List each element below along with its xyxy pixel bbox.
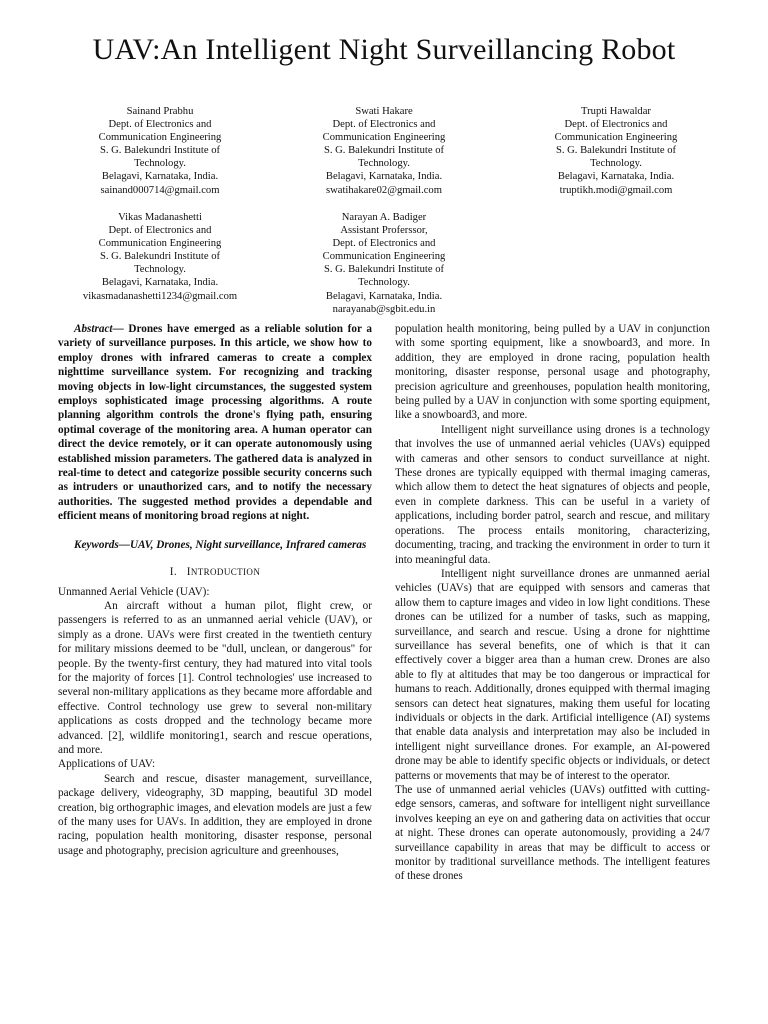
body-paragraph: Search and rescue, disaster management, surveillance, package delivery, videography, 3D mapping, beautiful 3D model creation, big orthographic images, and elevation models are just a few of the many uses for UAVs. In addition, they are employed in drone racing, population health monitoring, disaster response, personal usage and photography, precision agriculture and greenhouses, bbox=[58, 772, 372, 857]
author-block bbox=[45, 211, 275, 303]
section-heading bbox=[58, 565, 372, 579]
author-institute: Technology. bbox=[134, 264, 186, 276]
author-dept: Dept. of Electronics and bbox=[564, 119, 668, 131]
body-paragraph: The use of unmanned aerial vehicles (UAVs) outfitted with cutting-edge sensors, cameras, and software for intelligent night surveillance involves keeping an eye on and gathering data on activities that occur at night. These drones can operate autonomously, providing a 24/7 surveillance capability in areas that may be difficult to access or monitor by traditional surveillance methods. The intelligent features of these drones bbox=[395, 784, 710, 883]
author-block bbox=[269, 105, 499, 197]
right-column bbox=[395, 322, 710, 884]
author-dept: Dept. of Electronics and bbox=[332, 119, 436, 131]
author-institute: Technology. bbox=[590, 158, 642, 170]
paper-title: UAV:An Intelligent Night Surveillancing Robot bbox=[92, 33, 676, 66]
author-dept: Communication Engineering bbox=[322, 132, 446, 144]
author-location: Belagavi, Karnataka, India. bbox=[101, 277, 219, 289]
abstract-dash: — bbox=[112, 323, 124, 335]
section-number: I. bbox=[169, 566, 178, 579]
author-block bbox=[501, 105, 731, 197]
author-block bbox=[269, 211, 499, 316]
author-email: vikasmadanashetti1234@gmail.com bbox=[82, 290, 238, 302]
author-block bbox=[45, 105, 275, 197]
author-title: Assistant Proferssor, bbox=[340, 225, 428, 237]
abstract-label: Abstract bbox=[74, 323, 113, 335]
author-location: Belagavi, Karnataka, India. bbox=[325, 290, 443, 302]
author-institute: Technology. bbox=[358, 277, 410, 289]
subheading: Applications of UAV: bbox=[58, 758, 156, 771]
author-location: Belagavi, Karnataka, India. bbox=[325, 171, 443, 183]
author-location: Belagavi, Karnataka, India. bbox=[101, 171, 219, 183]
body-paragraph: population health monitoring, being pulled by a UAV in conjunction with some sporting equipment, like a snowboard3, and more. In addition, they are employed in drone racing, population health monitoring, disaster response, personal usage and photography, precision agriculture and greenhouses, population health monitoring, being pulled by a UAV in conjunction with some sporting equipment, like a snowboard3, and more. bbox=[395, 323, 710, 422]
author-name: Narayan A. Badiger bbox=[341, 212, 427, 223]
section-initial: I bbox=[186, 566, 191, 579]
author-institute: S. G. Balekundri Institute of bbox=[555, 145, 677, 157]
author-dept: Communication Engineering bbox=[554, 132, 678, 144]
author-institute: S. G. Balekundri Institute of bbox=[323, 145, 445, 157]
author-dept: Dept. of Electronics and bbox=[108, 225, 212, 237]
author-name: Vikas Madanashetti bbox=[118, 212, 202, 223]
author-institute: Technology. bbox=[134, 158, 186, 170]
author-email: swatihakare02@gmail.com bbox=[326, 184, 442, 196]
author-email: sainand000714@gmail.com bbox=[100, 184, 220, 196]
body-paragraph: Intelligent night surveillance using drones is a technology that involves the use of unmanned aerial vehicles (UAVs) equipped with cameras and other sensors to conduct surveillance at night. These drones are typically equipped with thermal imaging cameras, which allow them to detect the heat signatures of objects and people, even in complete darkness. This can be useful in a variety of applications, including border patrol, search and rescue, and military operations. The process entails monitoring, characterizing, documenting, tracing, and tracking the environment in order to turn it into meaningful data. bbox=[395, 423, 710, 566]
abstract-text: Drones have emerged as a reliable solution for a variety of surveillance purposes. In this article, we show how to employ drones with infrared cameras to create a complex nighttime surveillance system. For recognizing and tracking moving objects in low-light circumstances, the suggested system employs sophisticated image processing algorithms. A route planning algorithm controls the drone's flying path, ensuring optimal coverage of the monitoring area. A human operator can direct the device remotely, or it can operate autonomously using established mission parameters. The gathered data is analyzed in real-time to detect and categorize possible security concerns such as intruders or unauthorized cars, and to notify the necessary authorities. The suggested method provides a dependable and efficient means of monitoring broad regions at night. bbox=[58, 323, 372, 523]
author-email: truptikh.modi@gmail.com bbox=[559, 184, 673, 196]
section-title-rest: NTRODUCTION bbox=[190, 567, 261, 578]
author-name: Swati Hakare bbox=[355, 106, 413, 117]
author-institute: S. G. Balekundri Institute of bbox=[99, 145, 221, 157]
abstract bbox=[58, 322, 372, 524]
author-dept: Dept. of Electronics and bbox=[332, 238, 436, 250]
author-dept: Communication Engineering bbox=[98, 238, 222, 250]
author-dept: Communication Engineering bbox=[98, 132, 222, 144]
author-email: narayanab@sgbit.edu.in bbox=[332, 303, 436, 315]
author-dept: Communication Engineering bbox=[322, 251, 446, 263]
author-institute: Technology. bbox=[358, 158, 410, 170]
body-paragraph: Intelligent night surveillance drones are unmanned aerial vehicles (UAVs) that are equipped with sensors and cameras that allow them to capture images and video in low light conditions. These drones can be utilized for a number of tasks, such as mapping, surveillance, and search and rescue. Using a drone for nighttime surveillance has several benefits, one of which is that it can effectively cover a bigger area than a human crew. Drones are also able to fly at altitudes that may be too dangerous or impractical for humans to reach. Additionally, drones equipped with thermal imaging sensors can detect heat signatures, making them useful for locating individuals or objects in the dark. Artificial intelligence (AI) systems that enable data analysis and interpretation may also be included in intelligent night surveillance drones. For example, an AI-powered drone may be able to identify specific objects or individuals, or detect patterns or movements that may be of interest to the operator. bbox=[395, 567, 710, 782]
author-institute: S. G. Balekundri Institute of bbox=[323, 264, 445, 276]
left-column bbox=[58, 322, 372, 858]
author-location: Belagavi, Karnataka, India. bbox=[557, 171, 675, 183]
author-institute: S. G. Balekundri Institute of bbox=[99, 251, 221, 263]
body-paragraph: An aircraft without a human pilot, flight crew, or passengers is referred to as an unmanned aerial vehicle (UAV), or simply as a drone. UAVs were first created in the twentieth century for military missions deemed to be "dull, unclean, or dangerous" for people. By the twenty-first century, they had matured into vital tools for the majority of forces [1]. Control technologies' use increased to several non-military applications as they became more affordable and effective. Control technology use grew to several non-military applications as costs dropped and the technology became more advanced. [2], wildlife monitoring1, search and rescue operations, and more. bbox=[58, 599, 372, 756]
keywords: Keywords—UAV, Drones, Night surveillance, Infrared cameras bbox=[74, 538, 367, 551]
subheading: Unmanned Aerial Vehicle (UAV): bbox=[58, 585, 210, 598]
author-name: Trupti Hawaldar bbox=[581, 106, 651, 117]
author-name: Sainand Prabhu bbox=[126, 106, 194, 117]
author-dept: Dept. of Electronics and bbox=[108, 119, 212, 131]
